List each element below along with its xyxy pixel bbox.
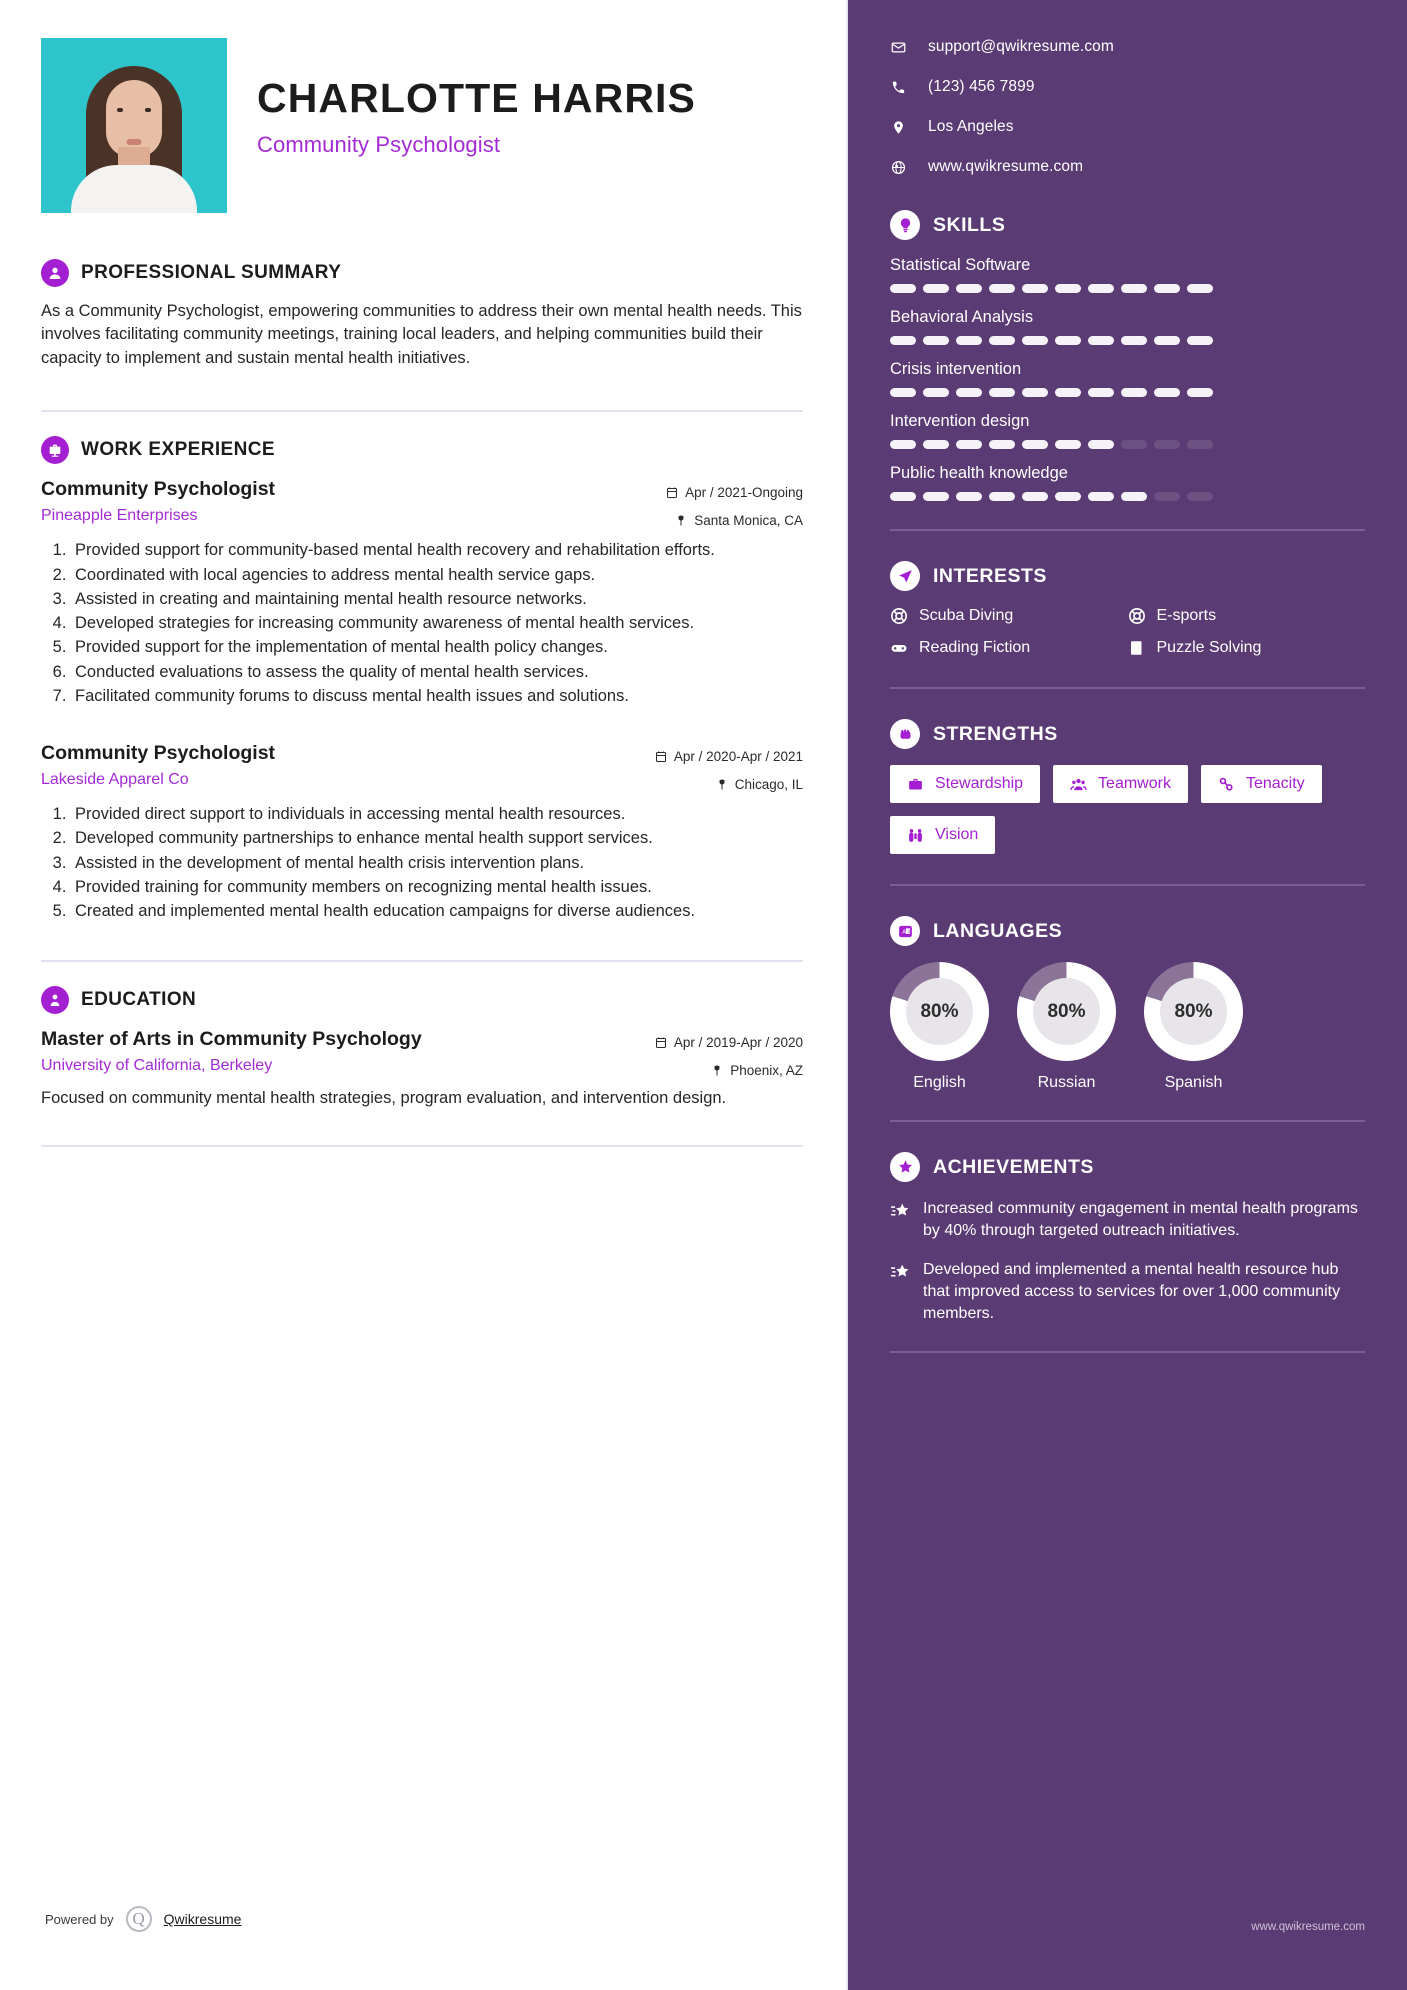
interest-item [890, 607, 1128, 625]
language-item [1144, 962, 1243, 1092]
envelope-icon [890, 40, 907, 55]
svg-text:文: 文 [906, 928, 911, 934]
skill-item [890, 256, 1365, 293]
job-dates-line [655, 749, 803, 764]
paper-plane-icon [890, 561, 920, 591]
user-circle-icon [41, 259, 69, 287]
users-icon [1070, 776, 1087, 793]
contact-phone[interactable] [890, 78, 1365, 96]
section-professional-summary [41, 259, 803, 370]
translate-icon [890, 916, 920, 946]
education-meta [655, 1027, 803, 1078]
svg-text:A: A [901, 929, 906, 936]
skill-item [890, 360, 1365, 397]
job-company: Pineapple Enterprises [41, 507, 198, 525]
section-skills [890, 210, 1365, 501]
skill-rating-bar [890, 336, 1365, 345]
contact-email-text: support@qwikresume.com [928, 38, 1114, 55]
strength-label: Stewardship [935, 775, 1024, 792]
strength-tag [890, 816, 995, 854]
list-item: 1. Provided direct support to individuals in accessing mental health resources. [71, 803, 803, 825]
header-text [257, 38, 696, 158]
skill-label: Intervention design [890, 412, 1030, 430]
section-heading [890, 719, 1365, 749]
list-item: 1. Provided support for community-based mental health recovery and rehabilitation efforts. [71, 539, 803, 561]
strength-label: Tenacity [1245, 775, 1305, 792]
language-progress-ring [1017, 962, 1116, 1061]
strength-tag [1201, 765, 1322, 803]
language-percent: 80% [1033, 978, 1100, 1045]
interest-item [1128, 639, 1366, 657]
contact-phone-text: (123) 456 7899 [928, 78, 1035, 95]
skill-label: Public health knowledge [890, 464, 1068, 482]
section-title-education: EDUCATION [81, 989, 197, 1011]
section-education [41, 986, 803, 1110]
skill-label: Crisis intervention [890, 360, 1022, 378]
section-title-strengths: STRENGTHS [933, 722, 1058, 745]
interests-grid [890, 607, 1365, 671]
work-entry [41, 477, 803, 707]
achievement-item [890, 1259, 1365, 1325]
pin-icon [716, 778, 728, 791]
job-bullet-list [41, 539, 803, 707]
job-title: Community Psychologist [41, 478, 276, 501]
skill-rating-bar [890, 492, 1365, 501]
phone-icon [890, 80, 907, 95]
job-meta [666, 477, 803, 528]
skill-label: Statistical Software [890, 256, 1031, 274]
section-heading [890, 561, 1365, 591]
calendar-icon [655, 1036, 667, 1049]
lifebuoy-icon [890, 607, 908, 625]
list-item: 3. Assisted in creating and maintaining mental health resource networks. [71, 588, 803, 610]
skill-item [890, 308, 1365, 345]
skill-label: Behavioral Analysis [890, 308, 1034, 326]
skill-item [890, 412, 1365, 449]
interest-item [1128, 607, 1366, 625]
calendar-icon [655, 750, 667, 763]
list-item: 2. Developed community partnerships to enhance mental health support services. [71, 827, 803, 849]
sidebar-divider [890, 687, 1365, 689]
language-item [1017, 962, 1116, 1092]
strengths-grid [890, 765, 1365, 854]
qwikresume-logo-icon: Q [126, 1906, 152, 1932]
section-title-languages: LANGUAGES [933, 919, 1063, 942]
list-item: 5. Provided support for the implementation of mental health policy changes. [71, 636, 803, 658]
section-heading [890, 916, 1365, 946]
job-dates-line [666, 485, 803, 500]
sidebar-divider [890, 884, 1365, 886]
section-divider [41, 960, 803, 962]
interest-label: E-sports [1156, 607, 1217, 624]
section-divider [41, 1145, 803, 1147]
contact-website[interactable] [890, 158, 1365, 176]
sidebar-footer-url: www.qwikresume.com [1251, 1921, 1365, 1933]
section-strengths [890, 719, 1365, 854]
education-location: Phoenix, AZ [730, 1063, 803, 1079]
list-item: 3. Assisted in the development of mental health crisis intervention plans. [71, 852, 803, 874]
list-item: 5. Created and implemented mental health education campaigns for diverse audiences. [71, 900, 803, 922]
list-item: 4. Provided training for community members on recognizing mental health issues. [71, 876, 803, 898]
calendar-icon [666, 486, 678, 499]
skill-rating-bar [890, 440, 1365, 449]
list-item: 4. Developed strategies for increasing community awareness of mental health services. [71, 612, 803, 634]
strength-label: Vision [935, 826, 979, 843]
link-icon [1218, 776, 1235, 793]
education-description: Focused on community mental health strategies, program evaluation, and intervention design. [41, 1089, 727, 1108]
contact-website-text: www.qwikresume.com [928, 158, 1084, 175]
languages-grid [890, 962, 1365, 1092]
contact-block [890, 38, 1365, 176]
job-dates: Apr / 2021-Ongoing [685, 485, 803, 501]
job-title: Community Psychologist [41, 742, 276, 765]
binoculars-icon [907, 827, 924, 844]
footer [45, 1906, 241, 1932]
section-heading [890, 210, 1365, 240]
map-pin-icon [890, 120, 907, 135]
job-company: Lakeside Apparel Co [41, 771, 189, 789]
strength-label: Teamwork [1098, 775, 1171, 792]
language-label: Russian [1037, 1074, 1096, 1091]
skill-item [890, 464, 1365, 501]
briefcase-icon [907, 776, 924, 793]
right-sidebar [848, 0, 1407, 1990]
pin-icon [711, 1064, 723, 1077]
page-title: CHARLOTTE HARRIS [257, 75, 696, 121]
list-item: 6. Conducted evaluations to assess the quality of mental health services. [71, 661, 803, 683]
pin-icon [675, 514, 687, 527]
interest-item [890, 639, 1128, 657]
degree-title: Master of Arts in Community Psychology [41, 1028, 422, 1051]
section-heading [41, 259, 803, 287]
resume-header [41, 38, 803, 213]
job-location-line [666, 513, 803, 528]
language-label: Spanish [1164, 1074, 1223, 1091]
qwikresume-link[interactable]: Qwikresume [163, 1911, 242, 1927]
list-item: 7. Facilitated community forums to discuss mental health issues and solutions. [71, 685, 803, 707]
shooting-star-icon [890, 1262, 911, 1283]
work-entry [41, 741, 803, 922]
sidebar-divider [890, 1351, 1365, 1353]
powered-by-label: Powered by [45, 1911, 114, 1927]
section-languages [890, 916, 1365, 1092]
achievement-text: Increased community engagement in mental health programs by 40% through targeted outreach initiatives. [923, 1200, 1358, 1239]
strength-tag [890, 765, 1040, 803]
language-percent: 80% [1160, 978, 1227, 1045]
job-location-line [655, 777, 803, 792]
star-badge-icon [890, 1152, 920, 1182]
contact-email[interactable] [890, 38, 1365, 56]
language-progress-ring [1144, 962, 1243, 1061]
profile-photo [41, 38, 227, 213]
job-dates: Apr / 2020-Apr / 2021 [673, 749, 803, 765]
skill-rating-bar [890, 388, 1365, 397]
strength-tag [1053, 765, 1188, 803]
graduation-icon [41, 986, 69, 1014]
section-heading [41, 986, 803, 1014]
section-heading [890, 1152, 1365, 1182]
job-bullet-list [41, 803, 803, 922]
section-title-skills: SKILLS [933, 213, 1006, 236]
shooting-star-icon [890, 1201, 911, 1222]
sidebar-divider [890, 1120, 1365, 1122]
section-title-interests: INTERESTS [933, 564, 1047, 587]
job-location: Santa Monica, CA [694, 513, 803, 529]
briefcase-icon [41, 436, 69, 464]
section-heading [41, 436, 803, 464]
language-item [890, 962, 989, 1092]
education-dates-line [655, 1035, 803, 1050]
section-title-summary: PROFESSIONAL SUMMARY [81, 262, 342, 283]
job-meta [655, 741, 803, 792]
list-item: 2. Coordinated with local agencies to address mental health service gaps. [71, 564, 803, 586]
interest-label: Scuba Diving [919, 607, 1014, 624]
summary-text: As a Community Psychologist, empowering communities to address their own mental health needs. This involves facilitating community meetings, training local leaders, and helping communities build their capacity to implement and sustain mental health initiatives. [41, 302, 802, 367]
job-role-subtitle: Community Psychologist [257, 132, 501, 157]
achievement-item [890, 1198, 1365, 1242]
skill-rating-bar [890, 284, 1365, 293]
sidebar-divider [890, 529, 1365, 531]
language-percent: 80% [906, 978, 973, 1045]
school-name: University of California, Berkeley [41, 1057, 273, 1075]
section-divider [41, 410, 803, 412]
language-label: English [913, 1074, 966, 1091]
education-location-line [655, 1063, 803, 1078]
contact-location-text: Los Angeles [928, 118, 1014, 135]
contact-location [890, 118, 1365, 136]
section-interests [890, 561, 1365, 671]
globe-icon [890, 160, 907, 175]
section-work-experience [41, 436, 803, 922]
education-dates: Apr / 2019-Apr / 2020 [673, 1035, 803, 1051]
section-title-achievements: ACHIEVEMENTS [933, 1155, 1094, 1178]
lightbulb-icon [890, 210, 920, 240]
gamepad-icon [890, 639, 908, 657]
book-icon [1128, 639, 1146, 657]
achievement-text: Developed and implemented a mental health resource hub that improved access to services for over 1,000 community members. [923, 1260, 1341, 1322]
section-achievements [890, 1152, 1365, 1325]
interest-label: Reading Fiction [919, 639, 1031, 656]
job-location: Chicago, IL [734, 777, 803, 793]
fist-icon [890, 719, 920, 749]
lifebuoy-icon [1128, 607, 1146, 625]
language-progress-ring [890, 962, 989, 1061]
interest-label: Puzzle Solving [1156, 639, 1262, 656]
section-title-work: WORK EXPERIENCE [81, 439, 275, 461]
